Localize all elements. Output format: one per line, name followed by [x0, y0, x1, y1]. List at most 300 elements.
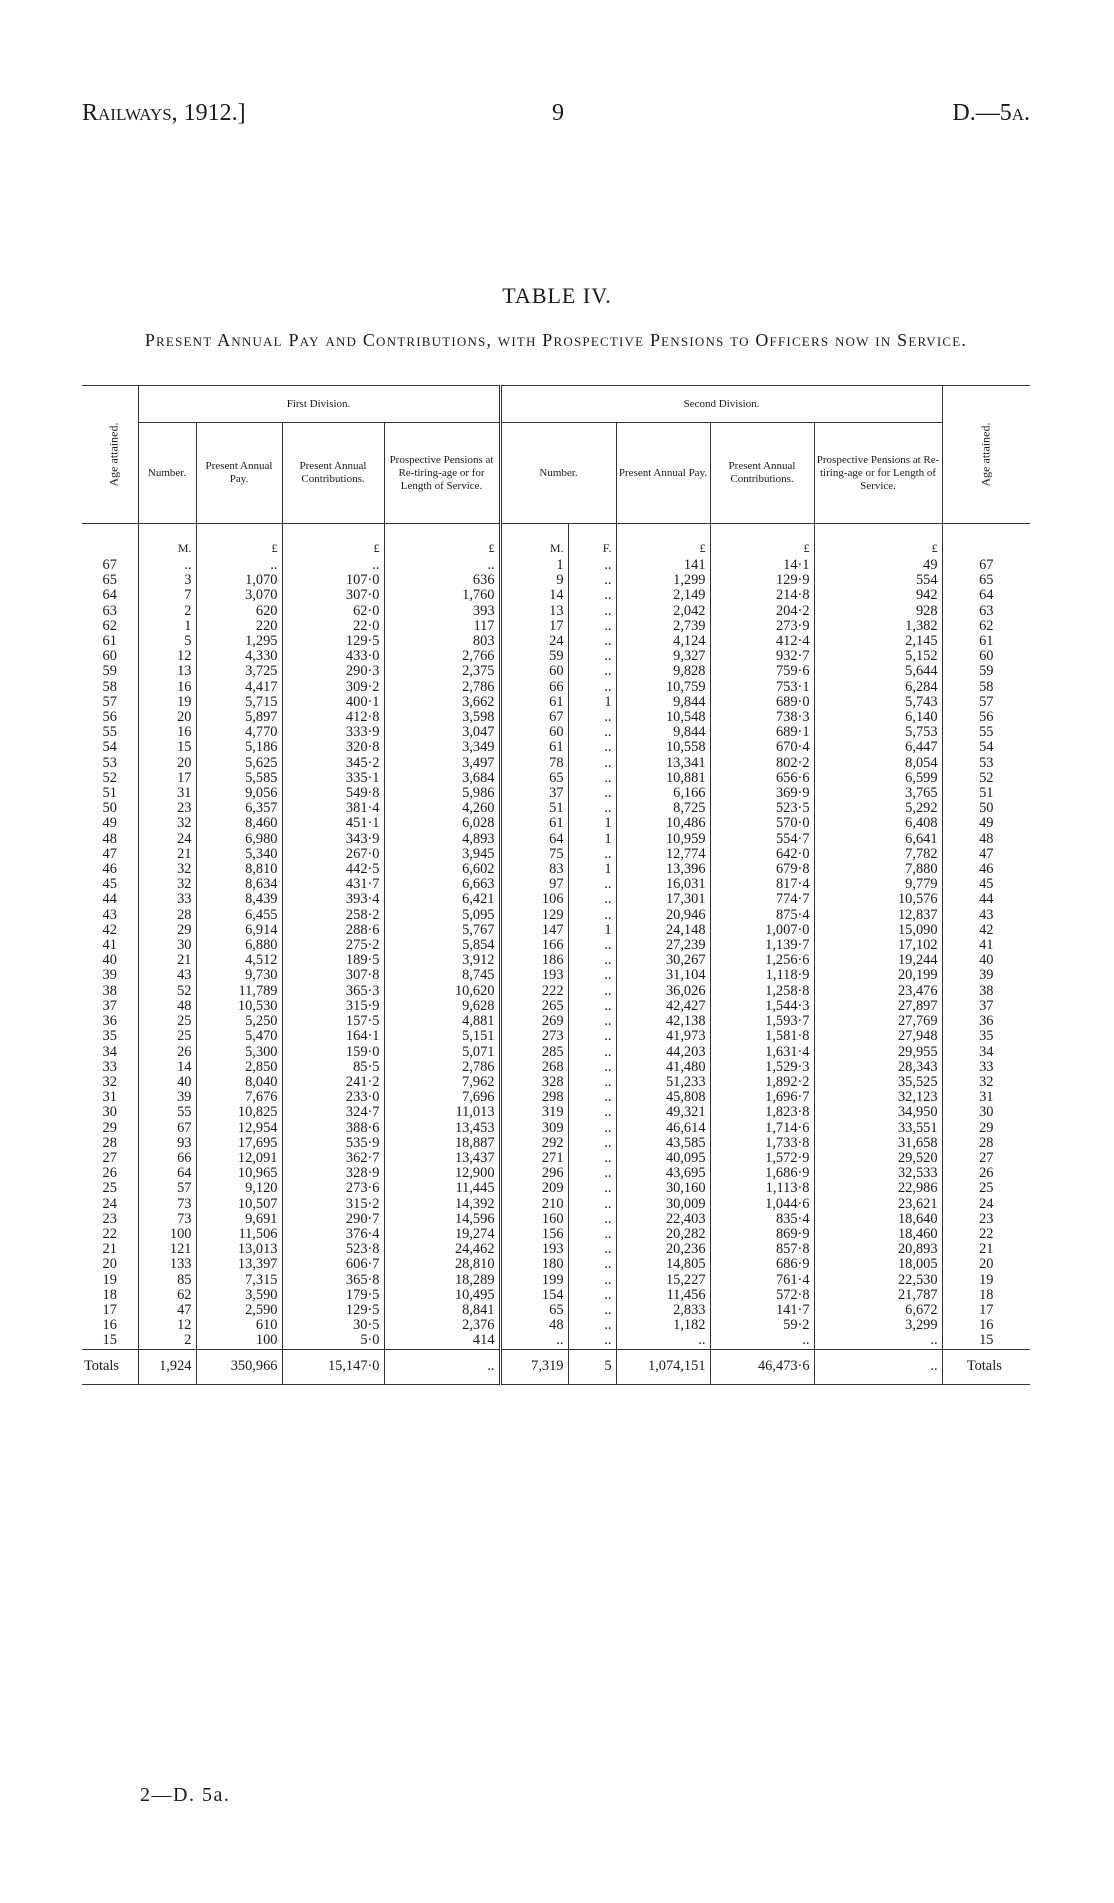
fd-number-cell: 57 — [138, 1181, 196, 1196]
age-cell: 51 — [82, 786, 138, 801]
sd-pensions-cell: 10,576 — [814, 892, 942, 907]
table-row — [82, 786, 1030, 801]
age-cell-right: 22 — [979, 1225, 994, 1242]
sd-pensions-cell: 12,837 — [814, 908, 942, 923]
sd-pensions-cell: 27,948 — [814, 1029, 942, 1044]
sd-contributions-cell: .. — [710, 1333, 814, 1349]
sd-number-f-cell: .. — [568, 984, 616, 999]
totals-cell: 46,473·6 — [710, 1349, 814, 1384]
age-cell: 64 — [82, 588, 138, 603]
fd-number-cell: 1 — [138, 619, 196, 634]
fd-pensions-cell: 3,684 — [384, 771, 500, 786]
fd-number-cell: 28 — [138, 908, 196, 923]
sd-number-f-cell: .. — [568, 1075, 616, 1090]
age-cell: 49 — [82, 816, 138, 831]
fd-contributions-cell: 275·2 — [282, 938, 384, 953]
sd-pay-cell: 2,739 — [616, 619, 710, 634]
age-cell: 27 — [82, 1151, 138, 1166]
fd-pay-cell: 4,770 — [196, 725, 282, 740]
sd-number-m-cell: 51 — [500, 801, 568, 816]
fd-contributions-cell: 241·2 — [282, 1075, 384, 1090]
age-cell: 47 — [82, 847, 138, 862]
fd-pay-cell: 7,315 — [196, 1273, 282, 1288]
sd-number-f-cell: .. — [568, 1060, 616, 1075]
sd-number-m-cell: 48 — [500, 1318, 568, 1333]
totals-cell: 5 — [568, 1349, 616, 1384]
sd-pensions-cell: 6,672 — [814, 1303, 942, 1318]
sd-pensions-cell: 23,476 — [814, 984, 942, 999]
fd-number-cell: .. — [138, 558, 196, 573]
sd-contributions-cell: 686·9 — [710, 1257, 814, 1272]
table-row — [82, 1029, 1030, 1044]
fd-number-cell: 19 — [138, 695, 196, 710]
sd-pay-cell: 10,558 — [616, 740, 710, 755]
age-cell: 34 — [82, 1045, 138, 1060]
age-cell-right: 57 — [979, 693, 994, 710]
fd-number-cell: 14 — [138, 1060, 196, 1075]
fd-pay-cell: 11,789 — [196, 984, 282, 999]
sd-number-f-cell: .. — [568, 908, 616, 923]
fd-pensions-cell: 11,445 — [384, 1181, 500, 1196]
sd-contributions-cell: 273·9 — [710, 619, 814, 634]
fd-pensions-cell: 14,392 — [384, 1197, 500, 1212]
table-row — [82, 664, 1030, 679]
sd-number-m-cell: 285 — [500, 1045, 568, 1060]
fd-contributions-cell: .. — [282, 558, 384, 573]
fd-contributions-cell: 535·9 — [282, 1136, 384, 1151]
table-row — [82, 1181, 1030, 1196]
sd-contributions-cell: 523·5 — [710, 801, 814, 816]
sd-contributions-cell: 1,581·8 — [710, 1029, 814, 1044]
fd-number-cell: 15 — [138, 740, 196, 755]
fd-number-cell: 43 — [138, 968, 196, 983]
age-cell: 15 — [82, 1333, 138, 1349]
sd-pensions-cell: 3,299 — [814, 1318, 942, 1333]
table-row — [82, 1242, 1030, 1257]
table-row — [82, 968, 1030, 983]
sd-pay-cell: 40,095 — [616, 1151, 710, 1166]
fd-contributions-cell: 273·6 — [282, 1181, 384, 1196]
fd-contributions-cell: 233·0 — [282, 1090, 384, 1105]
fd-number-cell: 48 — [138, 999, 196, 1014]
sd-pay-cell: 9,844 — [616, 725, 710, 740]
age-cell: 20 — [82, 1257, 138, 1272]
age-cell-right: 31 — [979, 1089, 994, 1106]
sd-contributions-cell: 204·2 — [710, 604, 814, 619]
fd-number-cell: 25 — [138, 1014, 196, 1029]
table-row — [82, 984, 1030, 999]
fd-contributions-cell: 189·5 — [282, 953, 384, 968]
table-row — [82, 877, 1030, 892]
age-header-right: Age attained. — [942, 386, 1030, 524]
sd-contributions-cell: 141·7 — [710, 1303, 814, 1318]
totals-cell: .. — [384, 1349, 500, 1384]
fd-number-cell: 30 — [138, 938, 196, 953]
footer-signature: 2—D. 5a. — [140, 1784, 231, 1806]
totals-cell: 1,074,151 — [616, 1349, 710, 1384]
table-row — [82, 634, 1030, 649]
sd-number-m-cell: 328 — [500, 1075, 568, 1090]
fd-pensions-cell: 636 — [384, 573, 500, 588]
fd-number-cell: 23 — [138, 801, 196, 816]
age-cell: 22 — [82, 1227, 138, 1242]
fd-pay-cell: 8,460 — [196, 816, 282, 831]
fd-pay-cell: 2,850 — [196, 1060, 282, 1075]
sd-pay-cell: 42,138 — [616, 1014, 710, 1029]
table-row — [82, 1151, 1030, 1166]
sd-number-m-cell: 193 — [500, 968, 568, 983]
fd-pay-cell: 4,417 — [196, 680, 282, 695]
sd-number-f-cell: .. — [568, 1014, 616, 1029]
fd-number-cell: 26 — [138, 1045, 196, 1060]
fd-number-header: Number. — [138, 423, 196, 524]
age-cell: 37 — [82, 999, 138, 1014]
table-row — [82, 573, 1030, 588]
sd-number-f-cell: 1 — [568, 816, 616, 831]
table-row — [82, 756, 1030, 771]
fd-pensions-cell: 393 — [384, 604, 500, 619]
age-cell-right: 55 — [979, 724, 994, 741]
sd-contributions-cell: 875·4 — [710, 908, 814, 923]
age-cell-right: 56 — [979, 709, 994, 726]
age-cell-right: 40 — [979, 952, 994, 969]
sd-number-m-cell: 37 — [500, 786, 568, 801]
fd-pensions-cell: 2,376 — [384, 1318, 500, 1333]
sd-number-f-cell: .. — [568, 588, 616, 603]
unit-pound: £ — [616, 524, 710, 559]
table-row — [82, 892, 1030, 907]
age-cell: 55 — [82, 725, 138, 740]
fd-pensions-cell: 3,912 — [384, 953, 500, 968]
table-row — [82, 1045, 1030, 1060]
table-row — [82, 1197, 1030, 1212]
fd-contributions-cell: 400·1 — [282, 695, 384, 710]
age-cell-right: 48 — [979, 830, 994, 847]
fd-number-cell: 2 — [138, 604, 196, 619]
age-cell-right: 43 — [979, 906, 994, 923]
fd-contributions-cell: 107·0 — [282, 573, 384, 588]
fd-contributions-cell: 365·8 — [282, 1273, 384, 1288]
table-row — [82, 619, 1030, 634]
fd-pensions-cell: 10,495 — [384, 1288, 500, 1303]
sd-contributions-cell: 1,529·3 — [710, 1060, 814, 1075]
fd-number-cell: 66 — [138, 1151, 196, 1166]
fd-pay-cell: 3,725 — [196, 664, 282, 679]
unit-pound: £ — [814, 524, 942, 559]
fd-contributions-cell: 157·5 — [282, 1014, 384, 1029]
age-cell-right: 42 — [979, 921, 994, 938]
sd-pensions-cell: 9,779 — [814, 877, 942, 892]
fd-pay-cell: .. — [196, 558, 282, 573]
fd-pay-cell: 5,250 — [196, 1014, 282, 1029]
age-cell: 35 — [82, 1029, 138, 1044]
table-row — [82, 801, 1030, 816]
sd-contributions-cell: 1,686·9 — [710, 1166, 814, 1181]
age-cell-right: 49 — [979, 815, 994, 832]
table-row — [82, 1090, 1030, 1105]
sd-number-m-cell: 24 — [500, 634, 568, 649]
sd-number-f-cell: .. — [568, 1273, 616, 1288]
sd-pensions-cell: 7,782 — [814, 847, 942, 862]
sd-contributions-cell: 1,892·2 — [710, 1075, 814, 1090]
fd-pay-cell: 8,634 — [196, 877, 282, 892]
units-row — [82, 524, 1030, 559]
sd-pensions-cell: 27,897 — [814, 999, 942, 1014]
sd-number-f-cell: .. — [568, 634, 616, 649]
sd-number-m-cell: 160 — [500, 1212, 568, 1227]
table-row — [82, 847, 1030, 862]
age-cell-right: 50 — [979, 800, 994, 817]
age-cell: 42 — [82, 923, 138, 938]
sd-pay-cell: 10,759 — [616, 680, 710, 695]
fd-pay-cell: 2,590 — [196, 1303, 282, 1318]
first-division-header: First Division. — [138, 386, 500, 423]
sd-number-f-cell: 1 — [568, 832, 616, 847]
age-cell-right: 47 — [979, 845, 994, 862]
table-row — [82, 1105, 1030, 1120]
age-cell: 58 — [82, 680, 138, 695]
age-cell-right: 25 — [979, 1180, 994, 1197]
fd-number-cell: 73 — [138, 1197, 196, 1212]
sd-number-m-cell: 193 — [500, 1242, 568, 1257]
sd-contributions-cell: 554·7 — [710, 832, 814, 847]
sd-number-f-cell: .. — [568, 1090, 616, 1105]
sd-number-m-cell: 166 — [500, 938, 568, 953]
fd-contributions-cell: 164·1 — [282, 1029, 384, 1044]
fd-pay-cell: 5,470 — [196, 1029, 282, 1044]
sd-contributions-cell: 679·8 — [710, 862, 814, 877]
age-cell-right: 64 — [979, 587, 994, 604]
fd-pay-cell: 4,512 — [196, 953, 282, 968]
sd-number-m-cell: 154 — [500, 1288, 568, 1303]
table-row — [82, 1060, 1030, 1075]
sd-number-m-cell: 222 — [500, 984, 568, 999]
fd-pay-cell: 12,091 — [196, 1151, 282, 1166]
sd-number-m-cell: 298 — [500, 1090, 568, 1105]
sd-number-m-cell: 156 — [500, 1227, 568, 1242]
sd-number-m-cell: 209 — [500, 1181, 568, 1196]
sd-contributions-cell: 1,258·8 — [710, 984, 814, 999]
age-cell-right: 15 — [979, 1332, 994, 1349]
sd-number-m-cell: 147 — [500, 923, 568, 938]
fd-number-cell: 21 — [138, 953, 196, 968]
age-cell-right: 45 — [979, 876, 994, 893]
sd-contributions-cell: 14·1 — [710, 558, 814, 573]
sd-pay-cell: 49,321 — [616, 1105, 710, 1120]
fd-number-cell: 29 — [138, 923, 196, 938]
fd-pensions-cell: 3,662 — [384, 695, 500, 710]
sd-contributions-cell: 753·1 — [710, 680, 814, 695]
unit-m: M. — [500, 524, 568, 559]
age-cell: 53 — [82, 756, 138, 771]
sd-contributions-cell: 1,572·9 — [710, 1151, 814, 1166]
sd-number-m-cell: 265 — [500, 999, 568, 1014]
sd-number-m-cell: 65 — [500, 1303, 568, 1318]
fd-pensions-cell: 2,786 — [384, 1060, 500, 1075]
table-row — [82, 938, 1030, 953]
fd-pay-cell: 5,897 — [196, 710, 282, 725]
fd-pensions-cell: 11,013 — [384, 1105, 500, 1120]
fd-number-cell: 21 — [138, 847, 196, 862]
age-cell-right: 58 — [979, 678, 994, 695]
sd-pensions-cell: 17,102 — [814, 938, 942, 953]
fd-contributions-cell: 442·5 — [282, 862, 384, 877]
age-cell: 31 — [82, 1090, 138, 1105]
table-row — [82, 725, 1030, 740]
sd-number-m-cell: 199 — [500, 1273, 568, 1288]
sd-pensions-cell: 5,743 — [814, 695, 942, 710]
sd-number-f-cell: .. — [568, 771, 616, 786]
fd-pay-cell: 9,730 — [196, 968, 282, 983]
sd-number-f-cell: .. — [568, 740, 616, 755]
fd-pensions-cell: 10,620 — [384, 984, 500, 999]
age-cell-right: 51 — [979, 785, 994, 802]
age-cell: 21 — [82, 1242, 138, 1257]
fd-pay-cell: 10,965 — [196, 1166, 282, 1181]
fd-number-cell: 25 — [138, 1029, 196, 1044]
unit-pound: £ — [196, 524, 282, 559]
fd-number-cell: 93 — [138, 1136, 196, 1151]
sd-pensions-cell: 5,753 — [814, 725, 942, 740]
table-row — [82, 710, 1030, 725]
age-cell: 67 — [82, 558, 138, 573]
fd-contributions-cell: 431·7 — [282, 877, 384, 892]
sd-contributions-cell: 1,696·7 — [710, 1090, 814, 1105]
age-cell: 39 — [82, 968, 138, 983]
sd-pay-cell: 41,480 — [616, 1060, 710, 1075]
sd-number-m-cell: 309 — [500, 1121, 568, 1136]
sd-contributions-header: Present Annual Contributions. — [710, 423, 814, 524]
fd-pensions-cell: 5,986 — [384, 786, 500, 801]
sd-contributions-cell: 1,823·8 — [710, 1105, 814, 1120]
age-cell-right: 54 — [979, 739, 994, 756]
sd-number-m-cell: 129 — [500, 908, 568, 923]
age-cell-right: 34 — [979, 1043, 994, 1060]
age-cell: 24 — [82, 1197, 138, 1212]
sd-number-m-cell: 106 — [500, 892, 568, 907]
fd-contributions-cell: 159·0 — [282, 1045, 384, 1060]
age-cell-right: 23 — [979, 1210, 994, 1227]
fd-pay-cell: 6,980 — [196, 832, 282, 847]
document-reference: D.—5a. — [952, 100, 1030, 126]
age-cell-right: 60 — [979, 648, 994, 665]
fd-pay-cell: 5,300 — [196, 1045, 282, 1060]
fd-pensions-cell: 5,767 — [384, 923, 500, 938]
unit-f: F. — [568, 524, 616, 559]
sd-number-m-cell: 268 — [500, 1060, 568, 1075]
fd-pay-cell: 10,507 — [196, 1197, 282, 1212]
fd-number-cell: 3 — [138, 573, 196, 588]
fd-contributions-cell: 606·7 — [282, 1257, 384, 1272]
age-cell: 63 — [82, 604, 138, 619]
fd-contributions-cell: 365·3 — [282, 984, 384, 999]
fd-pensions-cell: 8,745 — [384, 968, 500, 983]
fd-pensions-cell: 6,028 — [384, 816, 500, 831]
fd-pay-cell: 6,880 — [196, 938, 282, 953]
sd-pay-cell: 10,548 — [616, 710, 710, 725]
age-cell-right: 41 — [979, 937, 994, 954]
fd-contributions-cell: 345·2 — [282, 756, 384, 771]
table-row — [82, 604, 1030, 619]
fd-number-cell: 24 — [138, 832, 196, 847]
table-row — [82, 1121, 1030, 1136]
sd-number-m-cell: 60 — [500, 725, 568, 740]
sd-pay-cell: 17,301 — [616, 892, 710, 907]
fd-pensions-cell: 414 — [384, 1333, 500, 1349]
age-cell-right: 61 — [979, 633, 994, 650]
fd-pensions-cell: 2,786 — [384, 680, 500, 695]
fd-contributions-cell: 320·8 — [282, 740, 384, 755]
fd-number-cell: 12 — [138, 1318, 196, 1333]
sd-number-m-cell: 64 — [500, 832, 568, 847]
fd-contributions-cell: 179·5 — [282, 1288, 384, 1303]
sd-pensions-cell: 49 — [814, 558, 942, 573]
fd-pensions-cell: 8,841 — [384, 1303, 500, 1318]
sd-contributions-cell: 1,631·4 — [710, 1045, 814, 1060]
sd-number-m-cell: 296 — [500, 1166, 568, 1181]
sd-number-f-cell: .. — [568, 786, 616, 801]
fd-number-cell: 32 — [138, 862, 196, 877]
fd-number-cell: 47 — [138, 1303, 196, 1318]
table-row — [82, 1166, 1030, 1181]
fd-contributions-cell: 307·8 — [282, 968, 384, 983]
age-cell: 28 — [82, 1136, 138, 1151]
sd-pensions-cell: 18,460 — [814, 1227, 942, 1242]
sd-contributions-cell: 670·4 — [710, 740, 814, 755]
sd-contributions-cell: 689·0 — [710, 695, 814, 710]
sd-pensions-cell: 32,123 — [814, 1090, 942, 1105]
fd-number-cell: 5 — [138, 634, 196, 649]
fd-number-cell: 33 — [138, 892, 196, 907]
sd-pensions-cell: 15,090 — [814, 923, 942, 938]
fd-pay-cell: 9,056 — [196, 786, 282, 801]
fd-number-cell: 85 — [138, 1273, 196, 1288]
table-row — [82, 1257, 1030, 1272]
fd-number-cell: 32 — [138, 816, 196, 831]
fd-number-cell: 133 — [138, 1257, 196, 1272]
sd-pay-cell: 12,774 — [616, 847, 710, 862]
sd-pay-cell: 30,267 — [616, 953, 710, 968]
unit-pound: £ — [710, 524, 814, 559]
table-row — [82, 1288, 1030, 1303]
sd-pay-cell: 4,124 — [616, 634, 710, 649]
fd-pensions-cell: 13,453 — [384, 1121, 500, 1136]
sd-pay-cell: 42,427 — [616, 999, 710, 1014]
page-header — [82, 100, 1030, 140]
table-row — [82, 1212, 1030, 1227]
sd-contributions-cell: 1,113·8 — [710, 1181, 814, 1196]
sd-contributions-cell: 1,733·8 — [710, 1136, 814, 1151]
totals-label: Totals — [942, 1349, 1030, 1384]
fd-pensions-cell: 12,900 — [384, 1166, 500, 1181]
age-cell-right: 29 — [979, 1119, 994, 1136]
age-cell: 17 — [82, 1303, 138, 1318]
fd-pensions-cell: 1,760 — [384, 588, 500, 603]
sd-number-f-cell: .. — [568, 892, 616, 907]
table-row — [82, 832, 1030, 847]
fd-number-cell: 52 — [138, 984, 196, 999]
age-cell: 30 — [82, 1105, 138, 1120]
sd-pay-cell: 36,026 — [616, 984, 710, 999]
fd-pay-cell: 6,914 — [196, 923, 282, 938]
sd-pay-cell: 16,031 — [616, 877, 710, 892]
sd-number-f-cell: .. — [568, 710, 616, 725]
sd-pay-cell: 13,396 — [616, 862, 710, 877]
fd-contributions-cell: 290·3 — [282, 664, 384, 679]
sd-number-m-cell: 269 — [500, 1014, 568, 1029]
sd-contributions-cell: 1,007·0 — [710, 923, 814, 938]
age-cell-right: 28 — [979, 1134, 994, 1151]
